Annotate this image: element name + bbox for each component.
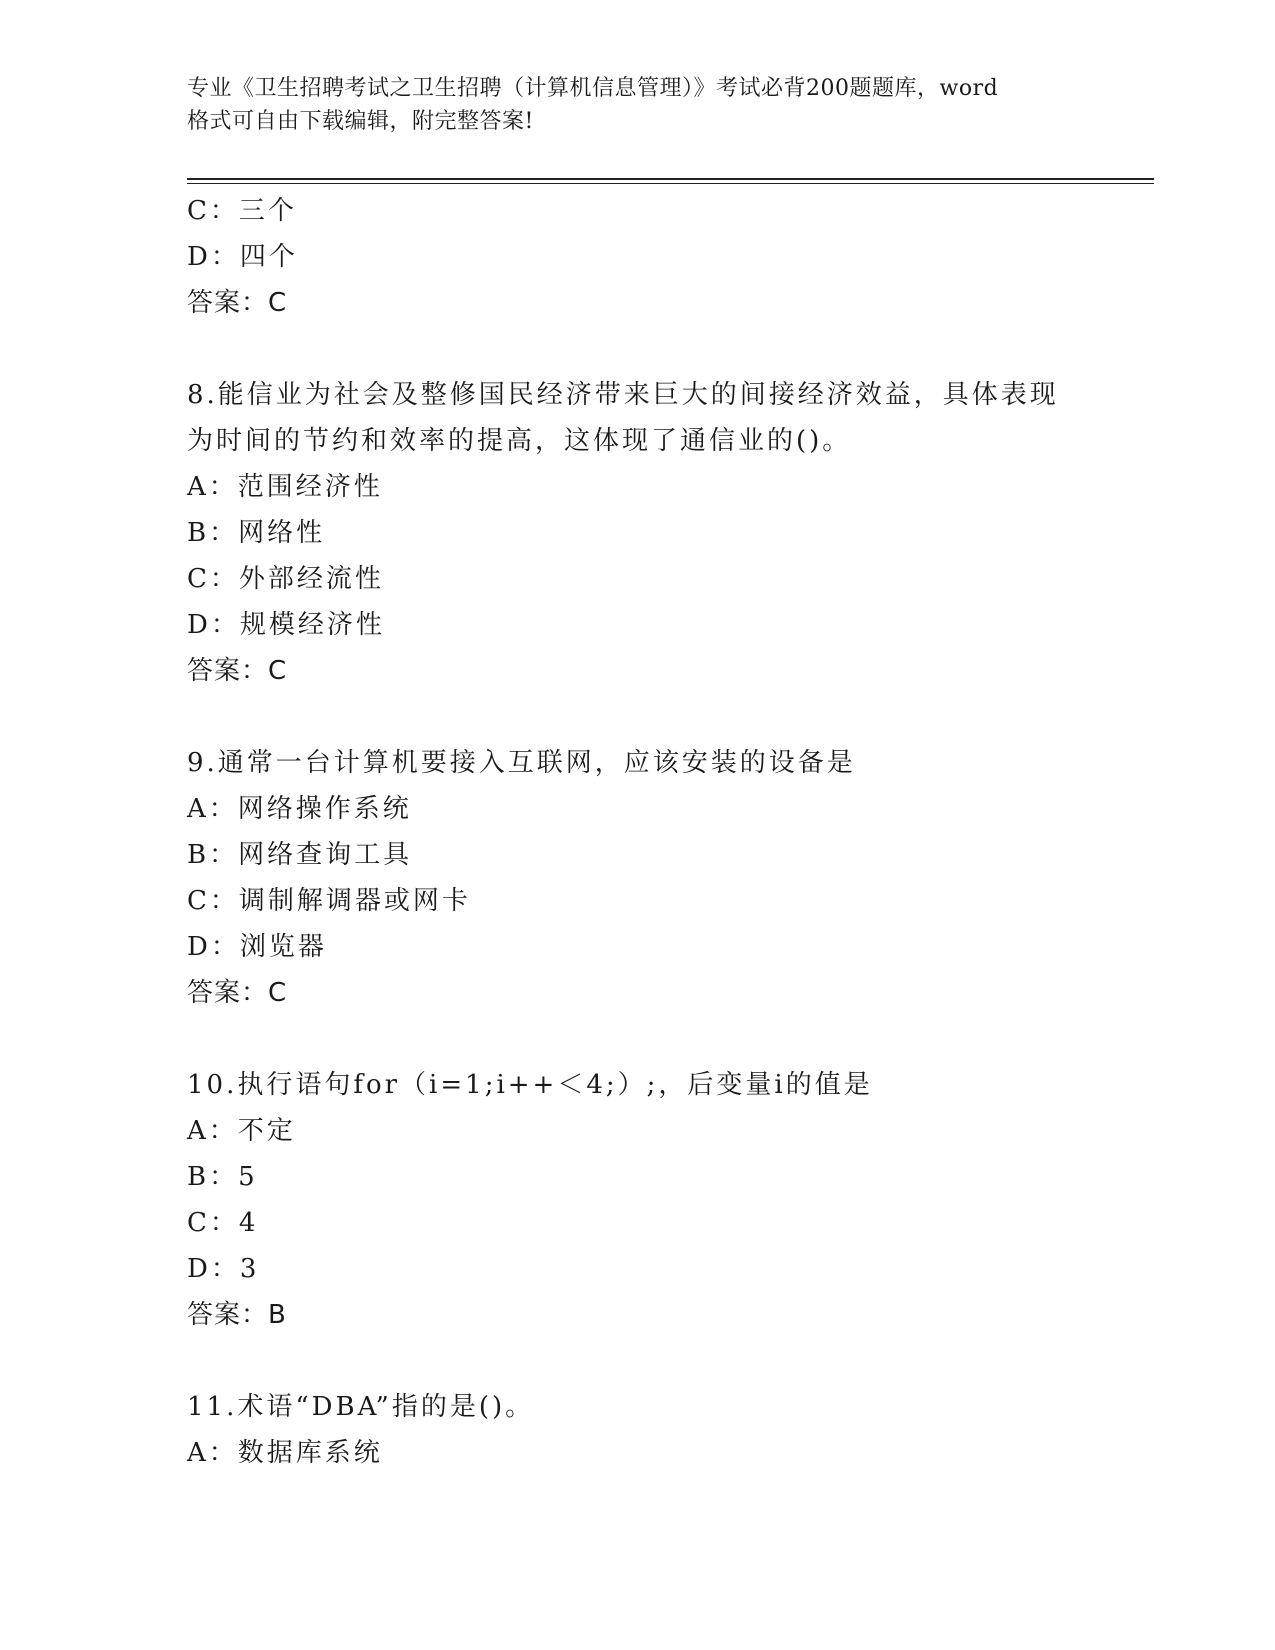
question-text: 9.通常一台计算机要接入互联网，应该安装的设备是 xyxy=(187,748,856,778)
header-divider-thick xyxy=(187,178,1154,180)
question-block-8 xyxy=(187,372,1087,694)
header-line-1: 专业《卫生招聘考试之卫生招聘（计算机信息管理）》考试必背200题题库，word xyxy=(187,76,999,101)
question-text: 为时间的节约和效率的提高，这体现了通信业的()。 xyxy=(187,426,852,456)
option-d: D：3 xyxy=(187,1254,260,1284)
option-c: C：外部经流性 xyxy=(187,564,384,594)
question-block-prev xyxy=(187,188,1087,326)
answer-label: 答案：C xyxy=(187,978,288,1008)
option-c: C：4 xyxy=(187,1208,259,1238)
header-line-2: 格式可自由下载编辑，附完整答案! xyxy=(187,109,534,134)
option-b: B：网络查询工具 xyxy=(187,840,413,870)
spacer xyxy=(187,694,1087,740)
question-text: 11.术语“DBA”指的是()。 xyxy=(187,1392,535,1422)
header-divider-thin xyxy=(187,183,1154,184)
question-block-9 xyxy=(187,740,1087,1016)
answer-label: 答案：B xyxy=(187,1300,287,1330)
option-a: A：数据库系统 xyxy=(187,1438,383,1468)
option-a: A：范围经济性 xyxy=(187,472,383,502)
option-c: C：三个 xyxy=(187,196,297,226)
question-text: 10.执行语句for（i=1;i++＜4;）;，后变量i的值是 xyxy=(187,1070,873,1100)
spacer xyxy=(187,1338,1087,1384)
option-d: D：四个 xyxy=(187,242,298,272)
answer-label: 答案：C xyxy=(187,288,288,318)
question-block-10 xyxy=(187,1062,1087,1338)
option-a: A：网络操作系统 xyxy=(187,794,412,824)
option-a: A：不定 xyxy=(187,1116,296,1146)
option-d: D：规模经济性 xyxy=(187,610,385,640)
option-c: C：调制解调器或网卡 xyxy=(187,886,471,916)
spacer xyxy=(187,326,1087,372)
spacer xyxy=(187,1016,1087,1062)
answer-label: 答案：C xyxy=(187,656,288,686)
option-b: B：网络性 xyxy=(187,518,326,548)
question-text: 8.能信业为社会及整修国民经济带来巨大的间接经济效益，具体表现 xyxy=(187,380,1059,410)
option-d: D：浏览器 xyxy=(187,932,327,962)
document-header xyxy=(187,72,1087,138)
question-block-11 xyxy=(187,1384,1087,1476)
option-b: B：5 xyxy=(187,1162,258,1192)
question-list xyxy=(187,188,1087,1476)
